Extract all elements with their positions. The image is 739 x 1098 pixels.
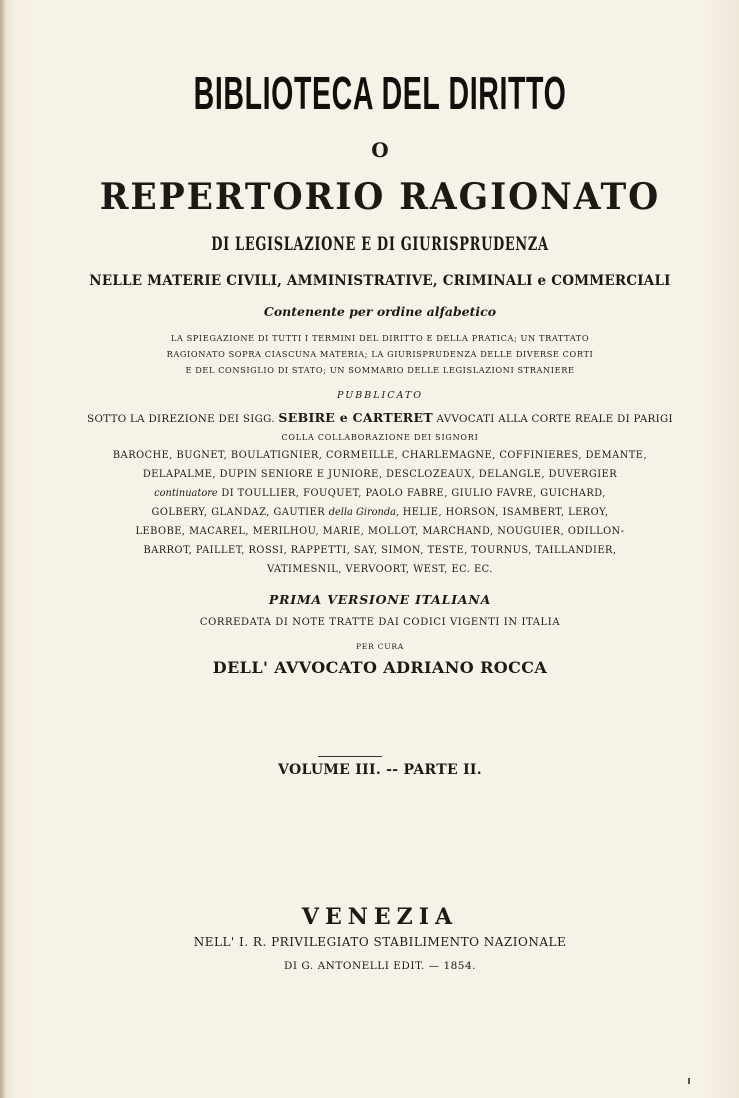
collaborators-line: VATIMESNIL, VERVOORT, WEST, EC. EC. bbox=[267, 564, 493, 575]
collaborators-line: BAROCHE, BUGNET, BOULATIGNIER, CORMEILLE, CHARLEMAGNE, COFFINIERES, DEMANTE, bbox=[112, 450, 648, 461]
collaborators-line: BARROT, PAILLET, ROSSI, RAPPETTI, SAY, SIMON, TESTE, TOURNUS, TAILLANDIER, bbox=[143, 545, 617, 556]
collaborators-italic: continuatore bbox=[154, 488, 218, 499]
first-italian-version: PRIMA VERSIONE ITALIANA bbox=[268, 592, 492, 607]
divider bbox=[318, 756, 382, 757]
direction-suffix: AVVOCATI ALLA CORTE REALE DI PARIGI bbox=[436, 413, 673, 425]
description-line: RAGIONATO SOPRA CIASCUNA MATERIA; LA GIURISPRUDENZA DELLE DIVERSE CORTI bbox=[166, 349, 594, 359]
collaboration-label: COLLA COLLABORAZIONE DEI SIGNORI bbox=[281, 433, 479, 442]
binding-fold bbox=[0, 0, 6, 1098]
collaborators-text: HELIE, HORSON, ISAMBERT, LEROY, bbox=[402, 507, 609, 518]
imprint-line: DI G. ANTONELLI EDIT. — 1854. bbox=[283, 960, 477, 972]
pubblicato-label: PUBBLICATO bbox=[337, 390, 423, 401]
collaborators-italic: della Gironda, bbox=[328, 507, 400, 518]
directors-names: SEBIRE e CARTERET bbox=[278, 410, 433, 425]
editor-name: DELL' AVVOCATO ADRIANO ROCCA bbox=[212, 658, 548, 677]
description-line: LA SPIEGAZIONE DI TUTTI I TERMINI DEL DIRITTO E DELLA PRATICA; UN TRATTATO bbox=[170, 333, 590, 343]
description-line: E DEL CONSIGLIO DI STATO; UN SOMMARIO DELLE LEGISLAZIONI STRANIERE bbox=[185, 365, 575, 375]
paper-speck bbox=[688, 1078, 690, 1084]
direction-prefix: SOTTO LA DIREZIONE DEI SIGG. bbox=[87, 413, 275, 425]
notes-line: CORREDATA DI NOTE TRATTE DAI CODICI VIGENTI IN ITALIA bbox=[199, 617, 561, 628]
printer-line: NELL' I. R. PRIVILEGIATO STABILIMENTO NAZIONALE bbox=[193, 935, 567, 949]
publication-city: VENEZIA bbox=[301, 904, 459, 930]
title-conjunction: O bbox=[371, 138, 389, 162]
per-cura-label: PER CURA bbox=[355, 642, 405, 651]
volume-label: VOLUME III. -- PARTE II. bbox=[278, 762, 482, 778]
subtitle-materie: NELLE MATERIE CIVILI, AMMINISTRATIVE, CRIMINALI e COMMERCIALI bbox=[89, 273, 671, 289]
collaborators-line bbox=[40, 488, 720, 499]
book-subtitle: REPERTORIO RAGIONATO bbox=[99, 176, 661, 218]
collaborators-line: DELAPALME, DUPIN SENIORE E JUNIORE, DESCLOZEAUX, DELANGLE, DUVERGIER bbox=[142, 469, 618, 480]
book-title: BIBLIOTECA DEL DIRITTO bbox=[193, 67, 567, 119]
contenente-line: Contenente per ordine alfabetico bbox=[263, 304, 497, 319]
subtitle-legislazione: DI LEGISLAZIONE E DI GIURISPRUDENZA bbox=[211, 233, 549, 255]
collaborators-text: DI TOULLIER, FOUQUET, PAOLO FABRE, GIULIO FAVRE, GUICHARD, bbox=[221, 488, 606, 499]
collaborators-text: GOLBERY, GLANDAZ, GAUTIER bbox=[151, 507, 326, 518]
collaborators-line: LEBOBE, MACAREL, MERILHOU, MARIE, MOLLOT, MARCHAND, NOUGUIER, ODILLON- bbox=[135, 526, 625, 537]
collaborators-line bbox=[40, 507, 720, 518]
direction-line bbox=[40, 410, 720, 425]
